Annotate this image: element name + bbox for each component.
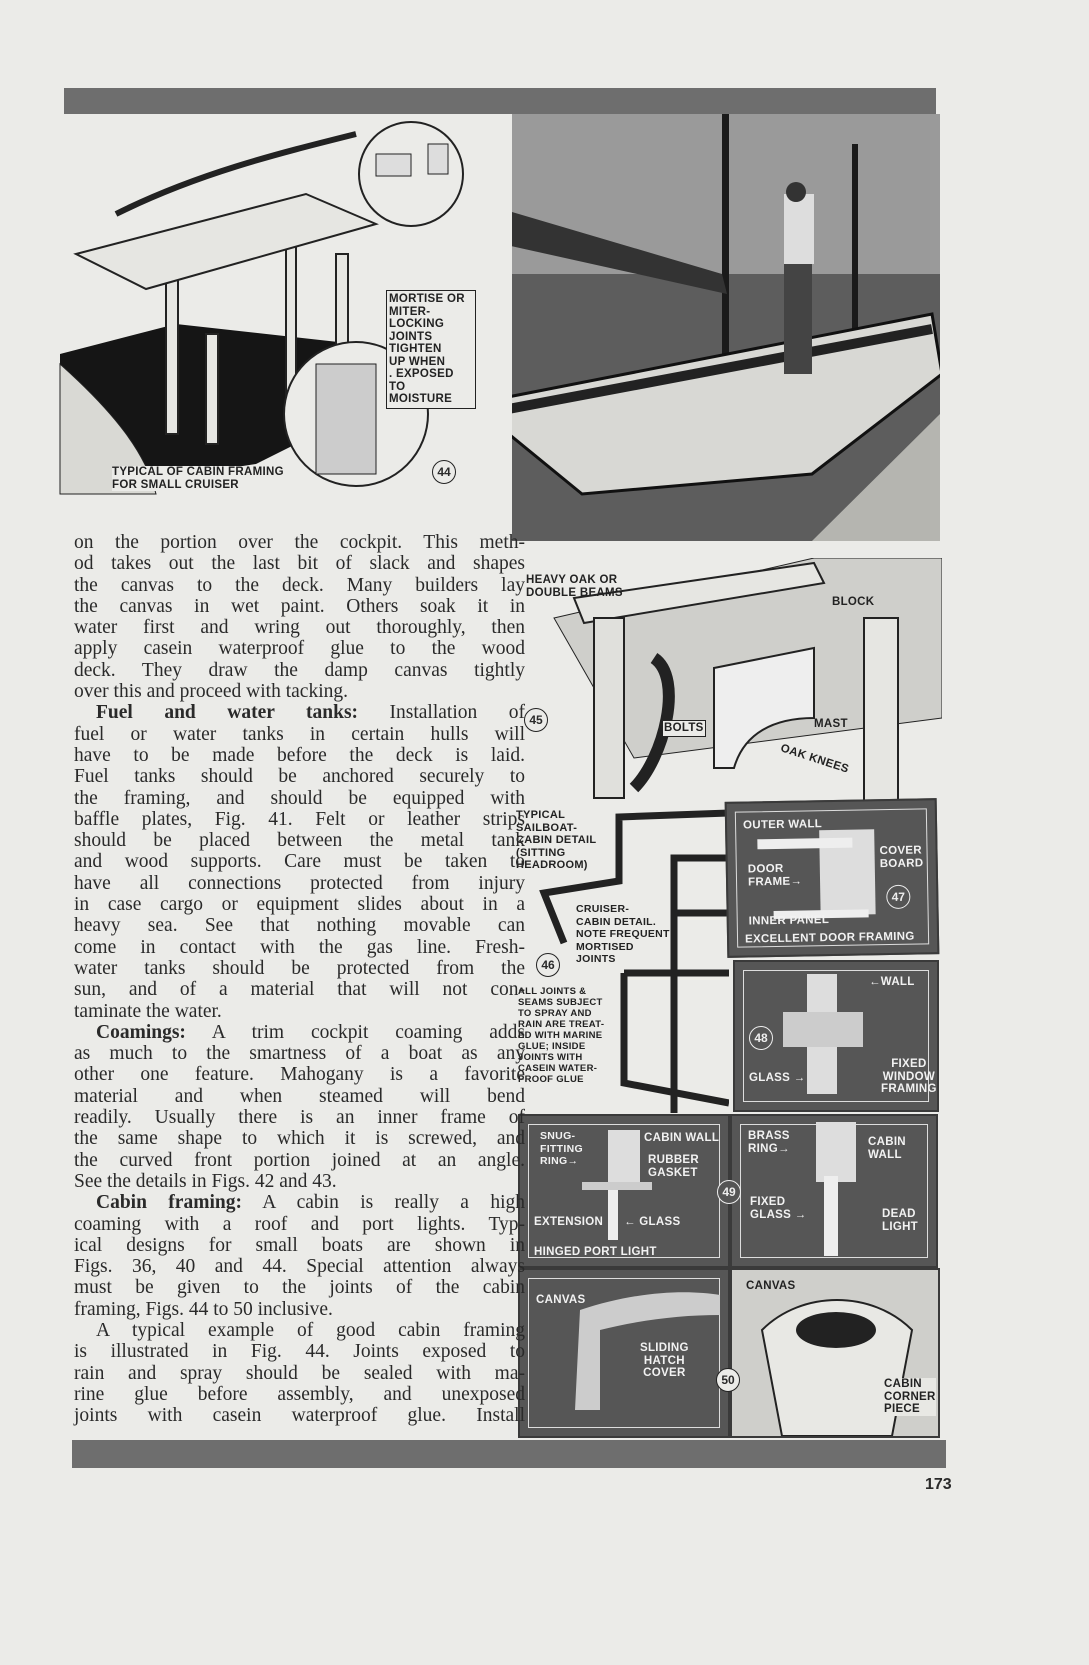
line-text: Installation of (358, 702, 525, 724)
line-text: readily. Usually there is an inner frame of (74, 1107, 525, 1129)
fig45-number: 45 (524, 708, 548, 732)
fig49-extension-label: EXTENSION (534, 1216, 604, 1228)
text-line (74, 1086, 525, 1107)
line-text: A typical example of good cabin framing (96, 1319, 525, 1341)
line-text: A cabin is really a high (241, 1192, 525, 1214)
line-text: rain and spray should be sealed with ma- (74, 1362, 525, 1384)
text-line (74, 894, 525, 915)
text-line (74, 1171, 525, 1192)
line-text: have all connections protected from injury (74, 872, 525, 894)
fig45-mast-label: MAST (814, 718, 848, 730)
fig49-caption: HINGED PORT LIGHT (534, 1246, 657, 1258)
text-line (74, 788, 525, 809)
text-line (74, 1341, 525, 1362)
line-text: taminate the water. (74, 1000, 222, 1022)
fig50-canvas2-label: CANVAS (746, 1280, 796, 1292)
text-line (74, 1022, 525, 1043)
fig46-cruiser-label: CRUISER- CABIN DETAIL. NOTE FREQUENT MORTISED JOINTS (576, 903, 670, 965)
text-line (74, 1299, 525, 1320)
fig49-fixed-label: FIXED GLASS → (750, 1196, 807, 1221)
text-line (74, 1043, 525, 1064)
line-text: fuel or water tanks in certain hulls will (74, 723, 525, 745)
fig47-outer-label: OUTER WALL (742, 818, 823, 832)
text-line (74, 915, 525, 936)
line-text: material and when steamed will bend (74, 1085, 525, 1107)
body-text-column (74, 532, 525, 1426)
fig44-callout: MORTISE OR MITER-LOCKING JOINTS TIGHTEN UP WHEN . EXPOSED TO MOISTURE (386, 290, 476, 409)
text-line (74, 596, 525, 617)
text-line (74, 1256, 525, 1277)
figure-46-cabin-details (514, 803, 729, 1113)
run-in-heading: Cabin framing: (96, 1192, 242, 1214)
fig47-cover-label: COVER BOARD (879, 844, 924, 870)
text-line (74, 1320, 525, 1341)
fig49-brass-label: BRASS RING→ (748, 1130, 790, 1155)
line-text: the canvas in wet paint. Others soak it in (74, 595, 525, 617)
text-line (74, 660, 525, 681)
figure-50-sliding-hatch (518, 1268, 730, 1438)
text-line (74, 830, 525, 851)
line-text: the same shape to which it is screwed, and (74, 1128, 525, 1150)
fig48-caption: FIXED WINDOW FRAMING (881, 1058, 937, 1095)
fig49-snug-label: SNUG- FITTING RING→ (540, 1130, 583, 1167)
figure-50-corner-piece (730, 1268, 940, 1438)
text-line (74, 809, 525, 830)
fig44-number: 44 (432, 460, 456, 484)
text-line (74, 702, 525, 723)
line-text: in case cargo or equipment slides about in a (74, 894, 525, 916)
text-line (74, 873, 525, 894)
sailboat-photo-image (512, 114, 940, 541)
line-text: come in contact with the gas line. Fresh- (74, 936, 525, 958)
figure-49-dead-light (730, 1114, 938, 1268)
text-line (74, 979, 525, 1000)
line-text: other one feature. Mahogany is a favorite (74, 1064, 525, 1086)
figure-45-beams-knees (514, 558, 942, 803)
fig48-glass-label: GLASS → (749, 1072, 806, 1084)
line-text: the canvas to the deck. Many builders lay (74, 574, 525, 596)
line-text: and wood supports. Care must be taken to (74, 851, 525, 873)
line-text: the curved front portion joined at an angle. (74, 1149, 525, 1171)
line-text: A trim cockpit coaming adds (185, 1021, 525, 1043)
line-text: on the portion over the cockpit. This meth- (74, 532, 525, 553)
line-text: must be given to the joints of the cabin (74, 1277, 525, 1299)
line-text: sun, and of a material that will not con- (74, 979, 525, 1001)
fig47-number: 47 (886, 885, 910, 909)
fig50-canvas-label: CANVAS (536, 1294, 586, 1306)
line-text: apply casein waterproof glue to the wood (74, 638, 525, 660)
fig49-number: 49 (717, 1180, 741, 1204)
sailboat-photo (512, 114, 940, 541)
line-text: Figs. 36, 40 and 44. Special attention always (74, 1256, 525, 1278)
fig47-caption: EXCELLENT DOOR FRAMING (744, 930, 915, 946)
text-line (74, 1235, 525, 1256)
text-line (74, 1150, 525, 1171)
line-text: as much to the smartness of a boat as any (74, 1043, 525, 1065)
text-line (74, 1107, 525, 1128)
fig47-door-label: DOOR FRAME→ (747, 862, 803, 888)
line-text: rine glue before assembly, and unexposed (74, 1383, 525, 1405)
text-line (74, 1384, 525, 1405)
line-text: have to be made before the deck is laid. (74, 744, 525, 766)
fig49-cabin-wall-label: CABIN WALL (644, 1132, 720, 1144)
line-text: is illustrated in Fig. 44. Joints exposed to (74, 1341, 525, 1363)
fig46-number: 46 (536, 953, 560, 977)
fig46-joints-label: ALL JOINTS & SEAMS SUBJECT TO SPRAY AND RAIN ARE TREAT- ED WITH MARINE GLUE; INSIDE JOINTS WITH CASEIN WATER- PROOF GLUE (518, 986, 605, 1085)
line-text: over this and proceed with tacking. (74, 681, 348, 703)
fig46-sailboat-label: TYPICAL SAILBOAT- CABIN DETAIL (SITTING HEADROOM) (516, 809, 597, 871)
bottom-rule-bar (72, 1440, 946, 1468)
text-line (74, 937, 525, 958)
run-in-heading: Fuel and water tanks: (96, 702, 359, 724)
fig45-bolts-label: BOLTS (662, 720, 706, 737)
text-line (74, 1363, 525, 1384)
fig50-corner-label: CABIN CORNER PIECE (884, 1378, 936, 1415)
text-line (74, 851, 525, 872)
text-line (74, 1277, 525, 1298)
line-text: heavy sea. See that nothing movable can (74, 915, 525, 937)
fig44-caption: TYPICAL OF CABIN FRAMING FOR SMALL CRUISER (112, 466, 284, 491)
text-line (74, 681, 525, 702)
line-text: deck. They draw the damp canvas tightly (74, 659, 525, 681)
line-text: od takes out the last bit of slack and shapes (74, 553, 525, 575)
text-line (74, 1192, 525, 1213)
fig50-hatch-label: SLIDING HATCH COVER (640, 1342, 689, 1379)
text-line (74, 1001, 525, 1022)
fig45-knees-label: OAK KNEES (778, 742, 851, 776)
fig49-cabin-wall2-label: CABIN WALL (868, 1136, 906, 1161)
text-line (74, 766, 525, 787)
line-text: coaming with a roof and port lights. Typ- (74, 1213, 525, 1235)
text-line (74, 1405, 525, 1426)
line-text: framing, Figs. 44 to 50 inclusive. (74, 1298, 333, 1320)
text-line (74, 575, 525, 596)
text-line (74, 532, 525, 553)
figure-48-window-framing (733, 960, 939, 1112)
line-text: the framing, and should be equipped with (74, 787, 525, 809)
text-line (74, 1214, 525, 1235)
line-text: baffle plates, Fig. 41. Felt or leather strips (74, 808, 525, 830)
line-text: should be placed between the metal tank (74, 830, 525, 852)
fig45-beams-label: HEAVY OAK OR DOUBLE BEAMS (526, 574, 623, 599)
line-text: ical designs for small boats are shown in (74, 1234, 525, 1256)
top-rule-bar (64, 88, 936, 114)
text-line (74, 745, 525, 766)
line-text: water tanks should be protected from the (74, 957, 525, 979)
text-line (74, 724, 525, 745)
fig48-number: 48 (749, 1026, 773, 1050)
fig49-glass-label: ← GLASS (624, 1216, 681, 1228)
fig48-wall-label: ←WALL (869, 976, 915, 988)
text-line (74, 638, 525, 659)
fig49-gasket-label: RUBBER GASKET (648, 1154, 699, 1179)
figure-49-hinged-port-light (518, 1114, 730, 1268)
line-text: water first and wring out thoroughly, then (74, 617, 525, 639)
fig47-inner-label: INNER PANEL (748, 914, 830, 928)
text-line (74, 1064, 525, 1085)
text-line (74, 553, 525, 574)
figure-44-cabin-framing (56, 114, 476, 499)
run-in-heading: Coamings: (96, 1021, 186, 1043)
fig49-dead-label: DEAD LIGHT (882, 1208, 918, 1233)
fig50-number: 50 (716, 1368, 740, 1392)
text-line (74, 1128, 525, 1149)
text-line (74, 958, 525, 979)
line-text: See the details in Figs. 42 and 43. (74, 1170, 337, 1192)
text-line (74, 617, 525, 638)
fig45-block-label: BLOCK (832, 596, 875, 608)
line-text: Fuel tanks should be anchored securely to (74, 766, 525, 788)
line-text: joints with casein waterproof glue. Install (74, 1405, 525, 1427)
page-number: 173 (925, 1476, 952, 1493)
figure-47-door-framing (725, 798, 940, 958)
